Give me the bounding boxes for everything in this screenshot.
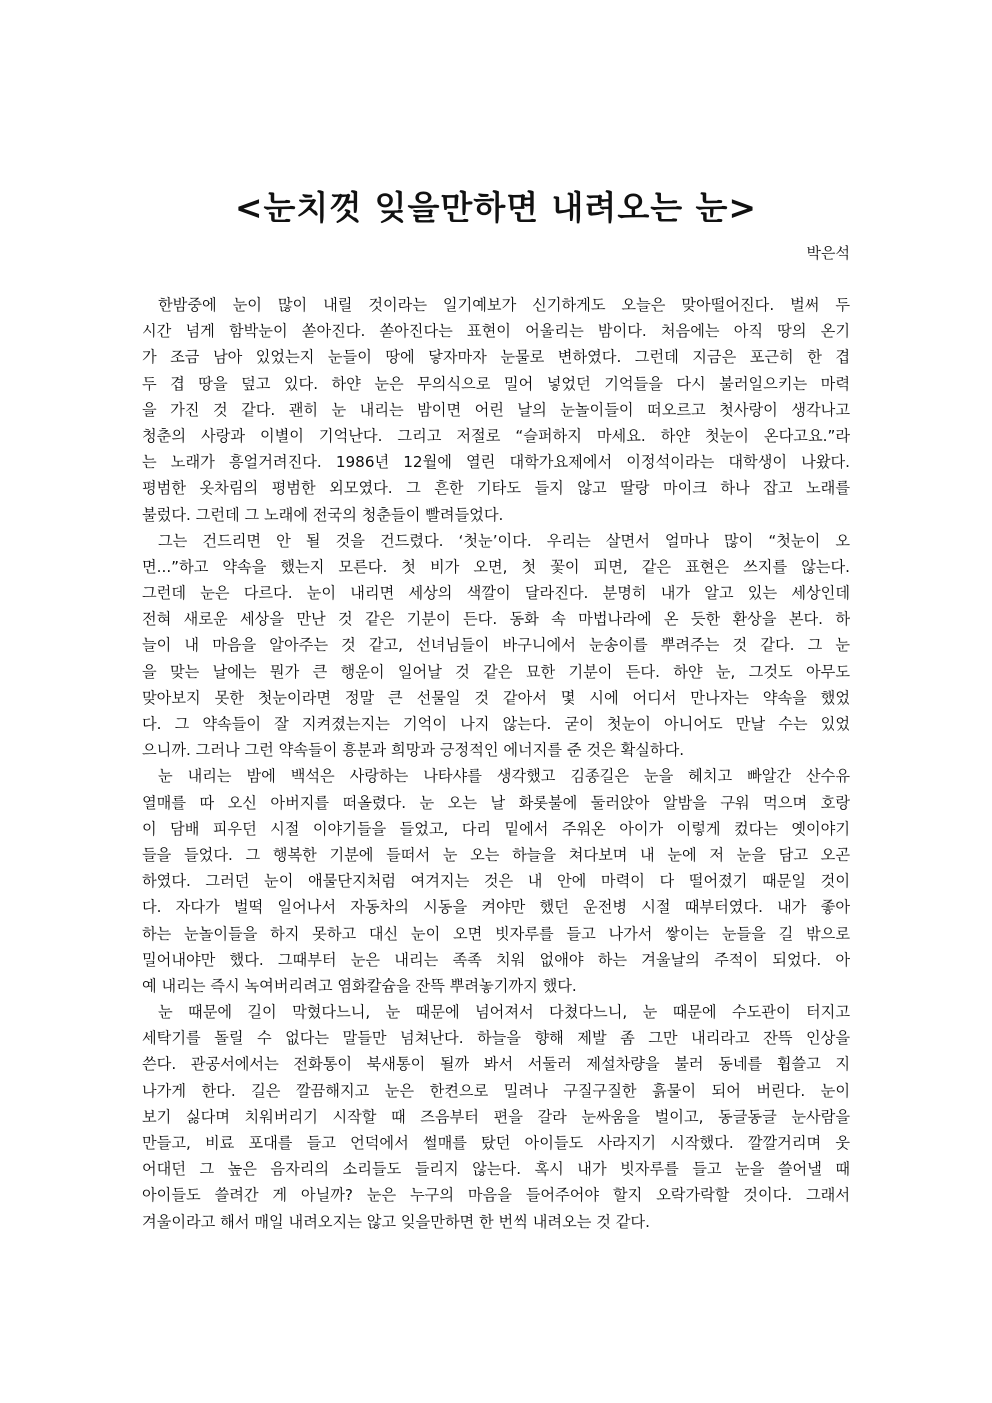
- text-line: 아이들도 쓸려간 게 아닐까? 눈은 누구의 마음을 들어주어야 할지 오락가락할 것이다. 그래서: [142, 1186, 850, 1205]
- author-name: 박은석: [806, 244, 850, 262]
- text-line: 그런데 눈은 다르다. 눈이 내리면 세상의 색깔이 달라진다. 분명히 내가 알고 있는 세상인데: [142, 584, 850, 603]
- text-line: 만들고, 비료 포대를 들고 언덕에서 썰매를 탔던 아이들도 사라지기 시작했다. 깔깔거리며 웃: [142, 1134, 850, 1152]
- paragraph: [142, 528, 850, 764]
- text-line: 이 담배 피우던 시절 이야기들을 들었고, 다리 밑에서 주워온 아이가 이렇게 컸다는 옛이야기: [142, 819, 850, 838]
- text-line: 눈 내리는 밤에 백석은 사랑하는 나타샤를 생각했고 김종길은 눈을 헤치고 빠알간 산수유: [158, 767, 850, 786]
- document-body: [142, 292, 850, 1235]
- text-line: 청춘의 사랑과 이별이 기억난다. 그리고 저절로 “슬퍼하지 마세요. 하얀 첫눈이 온다고요.”라: [142, 426, 850, 445]
- text-line: 열매를 따 오신 아버지를 떠올렸다. 눈 오는 날 화롯불에 둘러앉아 알밤을 구워 먹으며 호랑: [142, 793, 850, 812]
- text-line: 세탁기를 돌릴 수 없다는 말들만 넘쳐난다. 하늘을 향해 제발 좀 그만 내리라고 잔뜩 인상을: [142, 1029, 850, 1048]
- text-line: 면...”하고 약속을 했는지 모른다. 첫 비가 오면, 첫 꽃이 피면, 같은 표현은 쓰지를 않는다.: [142, 557, 850, 576]
- text-line: 는 노래가 흥얼거려진다. 1986년 12월에 열린 대학가요제에서 이정석이라는 대학생이 나왔다.: [142, 453, 850, 472]
- text-line: 평범한 옷차림의 평범한 외모였다. 그 흔한 기타도 들지 않고 딸랑 마이크 하나 잡고 노래를: [142, 479, 850, 498]
- text-line: 하는 눈놀이들을 하지 못하고 대신 눈이 오면 빗자루를 들고 나가서 쌓이는 눈들을 길 밖으로: [142, 924, 850, 943]
- document-title: <눈치껏 잊을만하면 내려오는 눈>: [234, 188, 758, 228]
- text-line: 들을 들었다. 그 행복한 기분에 들떠서 눈 오는 하늘을 쳐다보며 내 눈에 저 눈을 담고 오곤: [142, 845, 850, 864]
- text-line: 그는 건드리면 안 될 것을 건드렸다. ‘첫눈’이다. 우리는 살면서 얼마나 많이 “첫눈이 오: [158, 531, 850, 550]
- text-line: 을 가진 것 같다. 괜히 눈 내리는 밤이면 어린 날의 눈놀이들이 떠오르고 첫사랑이 생각나고: [142, 400, 850, 419]
- text-line: 맞아보지 못한 첫눈이라면 정말 큰 선물일 것 같아서 몇 시에 어디서 만나자는 약속을 했었: [142, 688, 850, 707]
- text-line: 겨울이라고 해서 매일 내려오지는 않고 잊을만하면 한 번씩 내려오는 것 같다.: [142, 1212, 650, 1231]
- text-line: 두 겹 땅을 덮고 있다. 하얀 눈은 무의식으로 밀어 넣었던 기억들을 다시 불러일으키는 마력: [142, 374, 850, 393]
- text-line: 을 맞는 날에는 뭔가 큰 행운이 일어날 것 같은 묘한 기분이 든다. 하얀 눈, 그것도 아무도: [142, 662, 850, 681]
- text-line: 늘이 내 마음을 알아주는 것 같고, 선녀님들이 바구니에서 눈송이를 뿌려주는 것 같다. 그 눈: [142, 636, 850, 655]
- text-line: 다. 자다가 벌떡 일어나서 자동차의 시동을 켜야만 했던 운전병 시절 때부터였다. 내가 좋아: [142, 898, 850, 917]
- text-line: 다. 그 약속들이 잘 지켜졌는지는 기억이 나지 않는다. 굳이 첫눈이 아니어도 만날 수는 있었: [142, 715, 850, 733]
- text-line: 시간 넘게 함박눈이 쏟아진다. 쏟아진다는 표현이 어울리는 밤이다. 처음에는 아직 땅의 온기: [142, 322, 850, 341]
- paragraph: [142, 292, 850, 528]
- text-line: 어대던 그 높은 음자리의 소리들도 들리지 않는다. 혹시 내가 빗자루를 들고 눈을 쓸어낼 때: [142, 1160, 850, 1179]
- text-line: 예 내리는 즉시 녹여버리려고 염화칼슘을 잔뜩 뿌려놓기까지 했다.: [142, 976, 577, 995]
- text-line: 으니까. 그러나 그런 약속들이 흥분과 희망과 긍정적인 에너지를 준 것은 확실하다.: [142, 741, 685, 760]
- text-line: 쓴다. 관공서에서는 전화통이 북새통이 될까 봐서 서둘러 제설차량을 불러 동네를 휩쓸고 지: [142, 1055, 850, 1074]
- text-line: 나가게 한다. 길은 깔끔해지고 눈은 한켠으로 밀려나 구질구질한 흙물이 되어 버린다. 눈이: [142, 1081, 850, 1100]
- text-line: 한밤중에 눈이 많이 내릴 것이라는 일기예보가 신기하게도 오늘은 맞아떨어진다. 벌써 두: [158, 296, 850, 314]
- text-line: 보기 싫다며 치워버리기 시작할 때 즈음부터 편을 갈라 눈싸움을 벌이고, 동글동글 눈사람을: [142, 1107, 850, 1126]
- text-line: 불렀다. 그런데 그 노래에 전국의 청춘들이 빨려들었다.: [142, 505, 504, 524]
- text-line: 하였다. 그러던 눈이 애물단지처럼 여겨지는 것은 내 안에 마력이 다 떨어졌기 때문일 것이: [142, 872, 850, 891]
- paragraph: [142, 999, 850, 1235]
- text-line: 눈 때문에 길이 막혔다느니, 눈 때문에 넘어져서 다쳤다느니, 눈 때문에 수도관이 터지고: [158, 1003, 850, 1022]
- text-line: 가 조금 남아 있었는지 눈들이 땅에 닿자마자 눈물로 변하였다. 그런데 지금은 포근히 한 겹: [142, 348, 850, 367]
- text-line: 전혀 새로운 세상을 만난 것 같은 기분이 든다. 동화 속 마법나라에 온 듯한 환상을 본다. 하: [142, 610, 850, 629]
- text-line: 밀어내야만 했다. 그때부터 눈은 내리는 족족 치워 없애야 하는 겨울날의 주적이 되었다. 아: [142, 950, 850, 969]
- paragraph: [142, 763, 850, 999]
